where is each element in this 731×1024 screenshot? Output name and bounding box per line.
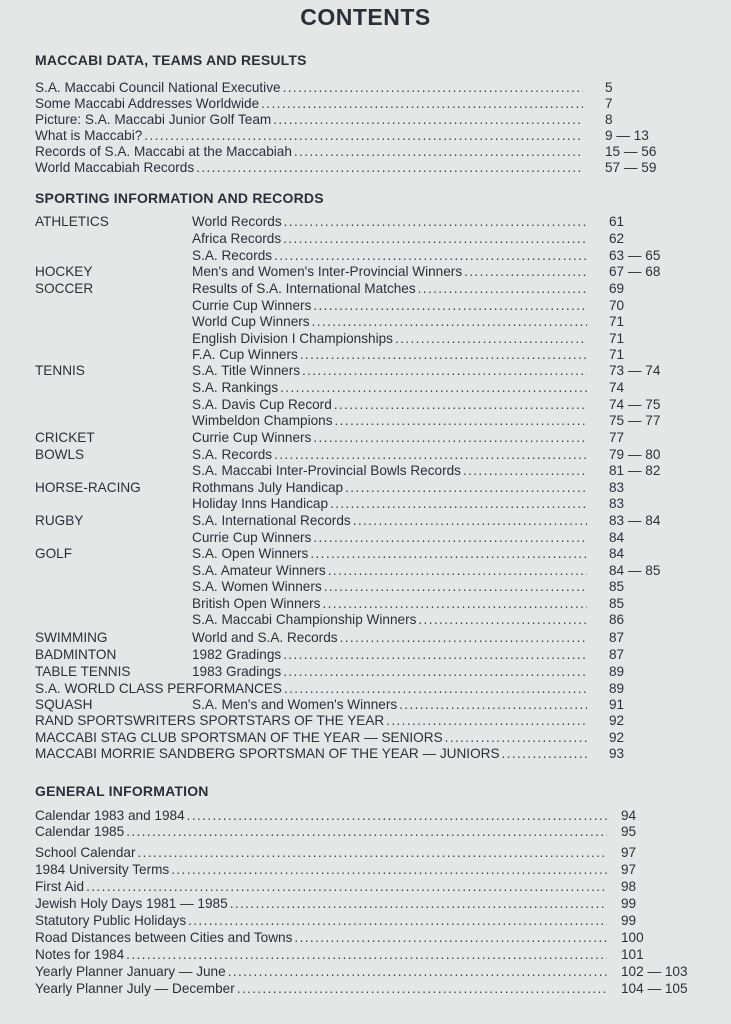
toc-entry-general xyxy=(35,913,700,929)
entry-title: World Cup Winners xyxy=(192,314,310,329)
entry-title-with-leader xyxy=(35,896,607,912)
page-number: 8 xyxy=(605,112,613,127)
dot-leader xyxy=(273,112,583,128)
entry-title: Currie Cup Winners xyxy=(192,530,312,545)
dot-leader xyxy=(230,896,607,912)
entry-title-with-leader xyxy=(192,264,587,280)
entry-title: MACCABI MORRIE SANDBERG SPORTSMAN OF THE YEAR — JUNIORS xyxy=(35,746,500,761)
entry-title-with-leader xyxy=(192,413,587,429)
toc-entry-sporting xyxy=(35,612,700,628)
entry-title: S.A. Maccabi Championship Winners xyxy=(192,612,417,627)
entry-title: Results of S.A. International Matches xyxy=(192,281,416,296)
page-number: 71 xyxy=(609,347,625,362)
toc-entry-sporting xyxy=(35,563,700,579)
entry-title: Rothmans July Handicap xyxy=(192,480,344,495)
entry-title-with-leader xyxy=(192,248,587,264)
entry-title: Statutory Public Holidays xyxy=(35,913,187,928)
entry-title-with-leader xyxy=(192,530,587,546)
toc-entry-sporting xyxy=(35,730,700,746)
page-number: 85 xyxy=(609,596,625,611)
entry-title-with-leader xyxy=(192,563,587,579)
toc-entry-sporting xyxy=(35,363,700,379)
entry-title: Calendar 1983 and 1984 xyxy=(35,808,185,823)
page-number: 71 xyxy=(609,331,625,346)
page-number: 75 — 77 xyxy=(609,413,661,428)
toc-entry-sporting xyxy=(35,298,700,314)
entry-title-with-leader xyxy=(192,314,587,330)
page-number: 74 xyxy=(609,380,625,395)
toc-entry-general xyxy=(35,896,700,912)
entry-title: World Records xyxy=(192,214,282,229)
page-number: 83 xyxy=(609,480,625,495)
toc-entry-general xyxy=(35,981,700,997)
toc-entry-sporting xyxy=(35,264,700,280)
page-number: 92 xyxy=(609,713,625,728)
page-number: 98 xyxy=(621,879,637,894)
entry-title-with-leader xyxy=(35,964,607,980)
entry-title-with-leader xyxy=(192,430,587,446)
dot-leader xyxy=(283,664,587,680)
entry-title: World Maccabiah Records xyxy=(35,160,195,175)
toc-entry-general xyxy=(35,862,700,878)
page-number: 95 xyxy=(621,824,637,839)
toc-entry-sporting xyxy=(35,281,700,297)
sport-label: RUGBY xyxy=(35,513,84,528)
page-number: 57 — 59 xyxy=(605,160,657,175)
entry-title: S.A. Maccabi Council National Executive xyxy=(35,80,281,95)
entry-title: Notes for 1984 xyxy=(35,947,125,962)
toc-entry-maccabi-data xyxy=(35,144,700,160)
entry-title-with-leader xyxy=(192,380,587,396)
dot-leader xyxy=(340,630,587,646)
dot-leader xyxy=(386,713,587,729)
sport-label: BADMINTON xyxy=(35,647,117,662)
dot-leader xyxy=(196,160,583,176)
entry-title: Yearly Planner January — June xyxy=(35,964,226,979)
dot-leader xyxy=(445,730,587,746)
entry-title: Road Distances between Cities and Towns xyxy=(35,930,293,945)
page-number: 83 — 84 xyxy=(609,513,661,528)
dot-leader xyxy=(345,480,587,496)
sport-label: ATHLETICS xyxy=(35,214,109,229)
toc-entry-maccabi-data xyxy=(35,80,700,96)
page-number: 69 xyxy=(609,281,625,296)
toc-entry-general xyxy=(35,930,700,946)
toc-entry-general xyxy=(35,845,700,861)
toc-entry-sporting xyxy=(35,513,700,529)
entry-title: MACCABI STAG CLUB SPORTSMAN OF THE YEAR — SENIORS xyxy=(35,730,443,745)
entry-title-with-leader xyxy=(192,447,587,463)
page-number: 97 xyxy=(621,845,637,860)
entry-title-with-leader xyxy=(35,144,583,160)
dot-leader xyxy=(283,80,583,96)
toc-entry-sporting xyxy=(35,546,700,562)
sport-label: BOWLS xyxy=(35,447,85,462)
dot-leader xyxy=(237,981,607,997)
dot-leader xyxy=(312,314,587,330)
section-heading-sporting-information: SPORTING INFORMATION AND RECORDS xyxy=(35,190,324,206)
page-number: 94 xyxy=(621,808,637,823)
toc-entry-sporting xyxy=(35,697,700,713)
toc-entry-sporting xyxy=(35,647,700,663)
entry-title-with-leader xyxy=(192,596,587,612)
page-number: 9 — 13 xyxy=(605,128,649,143)
page-number: 77 xyxy=(609,430,625,445)
toc-entry-general xyxy=(35,879,700,895)
entry-title: S.A. Men's and Women's Winners xyxy=(192,697,398,712)
entry-title-with-leader xyxy=(35,981,607,997)
toc-entry-sporting xyxy=(35,447,700,463)
dot-leader xyxy=(324,579,587,595)
dot-leader xyxy=(418,612,587,628)
entry-title-with-leader xyxy=(192,363,587,379)
sport-label: TENNIS xyxy=(35,363,85,378)
entry-title: S.A. Amateur Winners xyxy=(192,563,326,578)
toc-entry-maccabi-data xyxy=(35,112,700,128)
entry-title: School Calendar xyxy=(35,845,136,860)
page-number: 89 xyxy=(609,681,625,696)
dot-leader xyxy=(86,879,607,895)
entry-title: S.A. Title Winners xyxy=(192,363,301,378)
dot-leader xyxy=(353,513,587,529)
toc-entry-sporting xyxy=(35,664,700,680)
dot-leader xyxy=(294,930,607,946)
dot-leader xyxy=(395,331,587,347)
toc-entry-sporting xyxy=(35,413,700,429)
toc-entry-sporting xyxy=(35,231,700,247)
dot-leader xyxy=(284,681,587,697)
entry-title: 1983 Gradings xyxy=(192,664,282,679)
entry-title: S.A. Women Winners xyxy=(192,579,322,594)
page-number: 5 xyxy=(605,80,613,95)
entry-title-with-leader xyxy=(192,231,587,247)
page-number: 84 — 85 xyxy=(609,563,661,578)
entry-title: 1982 Gradings xyxy=(192,647,282,662)
toc-entry-sporting xyxy=(35,596,700,612)
entry-title: S.A. Open Winners xyxy=(192,546,309,561)
toc-entry-general xyxy=(35,964,700,980)
entry-title-with-leader xyxy=(35,845,607,861)
entry-title: Currie Cup Winners xyxy=(192,298,312,313)
entry-title-with-leader xyxy=(35,947,607,963)
entry-title: Wimbeldon Champions xyxy=(192,413,333,428)
toc-entry-sporting xyxy=(35,430,700,446)
page-number: 85 xyxy=(609,579,625,594)
dot-leader xyxy=(313,298,587,314)
dot-leader xyxy=(313,530,587,546)
dot-leader xyxy=(261,96,583,112)
entry-title-with-leader xyxy=(192,630,587,646)
toc-entry-sporting xyxy=(35,331,700,347)
entry-title: Jewish Holy Days 1981 — 1985 xyxy=(35,896,228,911)
toc-entry-sporting xyxy=(35,248,700,264)
entry-title-with-leader xyxy=(192,463,587,479)
dot-leader xyxy=(330,496,587,512)
toc-entry-sporting xyxy=(35,314,700,330)
dot-leader xyxy=(283,231,587,247)
sport-label: SOCCER xyxy=(35,281,94,296)
entry-title-with-leader xyxy=(192,397,587,413)
entry-title-with-leader xyxy=(35,746,587,762)
entry-title-with-leader xyxy=(35,128,583,144)
entry-title: S.A. Records xyxy=(192,248,273,263)
toc-entry-sporting xyxy=(35,496,700,512)
entry-title-with-leader xyxy=(35,681,587,697)
entry-title: S.A. Records xyxy=(192,447,273,462)
dot-leader xyxy=(228,964,607,980)
page-number: 92 xyxy=(609,730,625,745)
entry-title-with-leader xyxy=(35,824,607,840)
sport-label: HOCKEY xyxy=(35,264,93,279)
page-number: 102 — 103 xyxy=(621,964,688,979)
page-number: 87 xyxy=(609,630,625,645)
entry-title: Some Maccabi Addresses Worldwide xyxy=(35,96,260,111)
page-number: 99 xyxy=(621,913,637,928)
toc-entry-general xyxy=(35,947,700,963)
entry-title-with-leader xyxy=(35,913,607,929)
dot-leader xyxy=(126,824,607,840)
page-number: 86 xyxy=(609,612,625,627)
entry-title: S.A. WORLD CLASS PERFORMANCES xyxy=(35,681,282,696)
entry-title-with-leader xyxy=(192,281,587,297)
dot-leader xyxy=(313,430,587,446)
entry-title-with-leader xyxy=(192,480,587,496)
entry-title: First Aid xyxy=(35,879,85,894)
toc-entry-sporting xyxy=(35,397,700,413)
dot-leader xyxy=(463,463,587,479)
sport-label: CRICKET xyxy=(35,430,95,445)
toc-entry-sporting xyxy=(35,713,700,729)
page-number: 73 — 74 xyxy=(609,363,661,378)
page-number: 99 xyxy=(621,896,637,911)
page-number: 84 xyxy=(609,530,625,545)
dot-leader xyxy=(399,697,587,713)
dot-leader xyxy=(283,647,587,663)
toc-entry-sporting xyxy=(35,530,700,546)
toc-entry-sporting xyxy=(35,347,700,363)
entry-title: S.A. Rankings xyxy=(192,380,279,395)
entry-title: S.A. Davis Cup Record xyxy=(192,397,332,412)
sport-label: SWIMMING xyxy=(35,630,108,645)
dot-leader xyxy=(334,397,587,413)
dot-leader xyxy=(274,248,587,264)
entry-title-with-leader xyxy=(192,546,587,562)
entry-title-with-leader xyxy=(35,730,587,746)
entry-title-with-leader xyxy=(192,647,587,663)
entry-title: F.A. Cup Winners xyxy=(192,347,298,362)
page-number: 61 xyxy=(609,214,625,229)
toc-entry-general xyxy=(35,824,700,840)
toc-entry-sporting xyxy=(35,579,700,595)
page-number: 74 — 75 xyxy=(609,397,661,412)
page-number: 97 xyxy=(621,862,637,877)
page-number: 15 — 56 xyxy=(605,144,657,159)
toc-entry-sporting xyxy=(35,214,700,230)
page-number: 83 xyxy=(609,496,625,511)
entry-title: World and S.A. Records xyxy=(192,630,338,645)
toc-entry-sporting xyxy=(35,746,700,762)
toc-entry-sporting xyxy=(35,463,700,479)
dot-leader xyxy=(187,808,607,824)
entry-title-with-leader xyxy=(35,879,607,895)
page-number: 87 xyxy=(609,647,625,662)
page-number: 71 xyxy=(609,314,625,329)
entry-title-with-leader xyxy=(35,808,607,824)
toc-entry-maccabi-data xyxy=(35,96,700,112)
dot-leader xyxy=(274,447,587,463)
entry-title: Africa Records xyxy=(192,231,282,246)
entry-title-with-leader xyxy=(192,496,587,512)
dot-leader xyxy=(188,913,607,929)
dot-leader xyxy=(322,596,587,612)
toc-entry-sporting xyxy=(35,630,700,646)
entry-title: 1984 University Terms xyxy=(35,862,170,877)
sport-label: SQUASH xyxy=(35,697,93,712)
entry-title: Holiday Inns Handicap xyxy=(192,496,329,511)
page-number: 101 xyxy=(621,947,644,962)
dot-leader xyxy=(302,363,587,379)
dot-leader xyxy=(418,281,587,297)
sport-label: GOLF xyxy=(35,546,73,561)
page-number: 100 xyxy=(621,930,644,945)
toc-entry-maccabi-data xyxy=(35,160,700,176)
page-number: 7 xyxy=(605,96,613,111)
dot-leader xyxy=(502,746,587,762)
entry-title: Calendar 1985 xyxy=(35,824,125,839)
page-number: 104 — 105 xyxy=(621,981,688,996)
entry-title: Picture: S.A. Maccabi Junior Golf Team xyxy=(35,112,272,127)
toc-entry-sporting xyxy=(35,480,700,496)
entry-title: British Open Winners xyxy=(192,596,321,611)
page-title: CONTENTS xyxy=(300,4,431,30)
dot-leader xyxy=(138,845,607,861)
section-heading-general-information: GENERAL INFORMATION xyxy=(35,783,209,799)
dot-leader xyxy=(171,862,607,878)
entry-title-with-leader xyxy=(35,862,607,878)
entry-title-with-leader xyxy=(192,664,587,680)
dot-leader xyxy=(310,546,587,562)
entry-title-with-leader xyxy=(192,697,587,713)
entry-title: RAND SPORTSWRITERS SPORTSTARS OF THE YEAR xyxy=(35,713,385,728)
entry-title-with-leader xyxy=(192,298,587,314)
toc-entry-general xyxy=(35,808,700,824)
entry-title: Currie Cup Winners xyxy=(192,430,312,445)
page-number: 84 xyxy=(609,546,625,561)
toc-entry-sporting xyxy=(35,380,700,396)
dot-leader xyxy=(464,264,587,280)
entry-title-with-leader xyxy=(35,713,587,729)
entry-title-with-leader xyxy=(35,930,607,946)
entry-title-with-leader xyxy=(192,579,587,595)
entry-title: Men's and Women's Inter-Provincial Winners xyxy=(192,264,463,279)
page-number: 70 xyxy=(609,298,625,313)
entry-title: Records of S.A. Maccabi at the Maccabiah xyxy=(35,144,292,159)
entry-title: S.A. International Records xyxy=(192,513,351,528)
dot-leader xyxy=(335,413,587,429)
dot-leader xyxy=(294,144,583,160)
entry-title: S.A. Maccabi Inter-Provincial Bowls Records xyxy=(192,463,461,478)
entry-title-with-leader xyxy=(35,160,583,176)
section-heading-maccabi-data: MACCABI DATA, TEAMS AND RESULTS xyxy=(35,52,307,68)
toc-entry-maccabi-data xyxy=(35,128,700,144)
page-number: 63 — 65 xyxy=(609,248,661,263)
dot-leader xyxy=(144,128,583,144)
page-number: 89 xyxy=(609,664,625,679)
dot-leader xyxy=(328,563,587,579)
dot-leader xyxy=(284,214,587,230)
entry-title-with-leader xyxy=(192,214,587,230)
toc-entry-sporting xyxy=(35,681,700,697)
entry-title-with-leader xyxy=(192,347,587,363)
page-number: 93 xyxy=(609,746,625,761)
entry-title: What is Maccabi? xyxy=(35,128,143,143)
sport-label: HORSE-RACING xyxy=(35,480,141,495)
entry-title: Yearly Planner July — December xyxy=(35,981,235,996)
entry-title-with-leader xyxy=(35,112,583,128)
sport-label: TABLE TENNIS xyxy=(35,664,131,679)
page-number: 79 — 80 xyxy=(609,447,661,462)
dot-leader xyxy=(300,347,587,363)
page-number: 62 xyxy=(609,231,625,246)
page-number: 81 — 82 xyxy=(609,463,661,478)
entry-title-with-leader xyxy=(35,80,583,96)
entry-title-with-leader xyxy=(192,331,587,347)
dot-leader xyxy=(280,380,587,396)
entry-title-with-leader xyxy=(192,612,587,628)
entry-title-with-leader xyxy=(192,513,587,529)
entry-title-with-leader xyxy=(35,96,583,112)
page-number: 91 xyxy=(609,697,625,712)
dot-leader xyxy=(126,947,607,963)
page-number: 67 — 68 xyxy=(609,264,661,279)
entry-title: English Division I Championships xyxy=(192,331,393,346)
